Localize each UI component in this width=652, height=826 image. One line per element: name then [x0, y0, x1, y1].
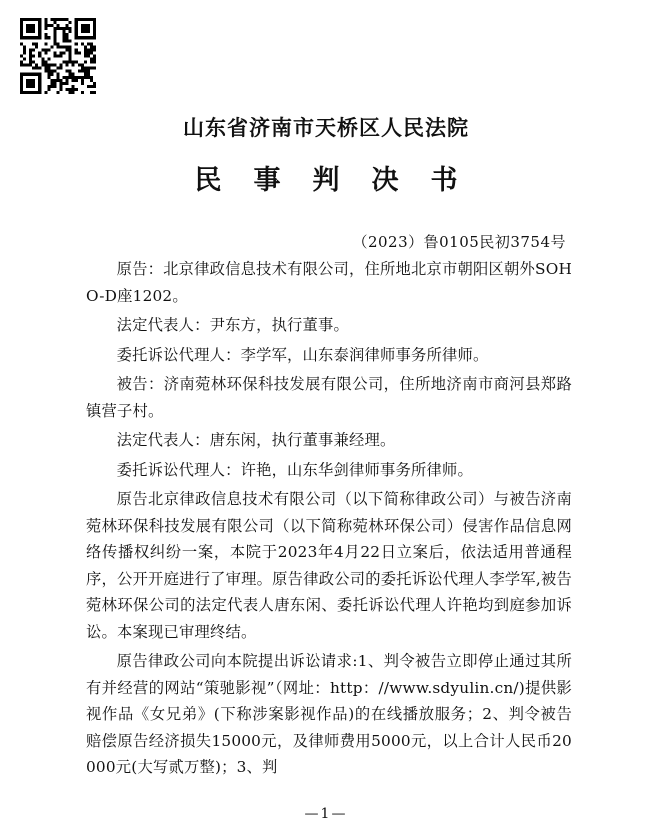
defendant-paragraph: 被告：济南菀林环保科技发展有限公司，住所地济南市商河县郑路镇营子村。	[86, 375, 572, 420]
page-number: —1—	[304, 806, 348, 822]
judgment-body	[86, 256, 572, 784]
court-name: 山东省济南市天桥区人民法院	[183, 115, 469, 140]
plaintiff-legal-rep: 法定代表人：尹东方，执行董事。	[116, 316, 350, 334]
defendant-legal-rep: 法定代表人：唐东闲，执行董事兼经理。	[116, 431, 396, 449]
case-summary-paragraph: 原告北京律政信息技术有限公司（以下简称律政公司）与被告济南菀林环保科技发展有限公司（以下简称菀林环保公司）侵害作品信息网络传播权纠纷一案，本院于2023年4月22日立案后，依法适用普通程序，公开开庭进行了审理。原告律政公司的委托诉讼代理人李学军,被告菀林环保公司的法定代表人唐东闲、委托诉讼代理人许艳均到庭参加诉讼。本案现已审理终结。	[86, 490, 572, 641]
defendant-agent: 委托诉讼代理人：许艳，山东华剑律师事务所律师。	[116, 460, 474, 479]
plaintiff-paragraph: 原告：北京律政信息技术有限公司，住所地北京市朝阳区朝外SOHO-D座1202。	[86, 260, 572, 305]
claims-paragraph: 原告律政公司向本院提出诉讼请求:1、判令被告立即停止通过其所有并经营的网站“策驰影视”（网址：http：//www.sdyulin.cn/)提供影视作品《女兄弟》(下称涉案影视作品)的在线播放服务；2、判令被告赔偿原告经济损失15000元，及律师费用5000元，以上合计人民币20000元(大写贰万整)；3、判	[86, 652, 572, 776]
qr-code-icon	[20, 18, 96, 94]
plaintiff-agent: 委托诉讼代理人：李学军，山东泰润律师事务所律师。	[116, 345, 489, 364]
case-number: （2023）鲁0105民初3754号	[352, 233, 566, 251]
document-title: 民事判决书	[194, 165, 490, 196]
